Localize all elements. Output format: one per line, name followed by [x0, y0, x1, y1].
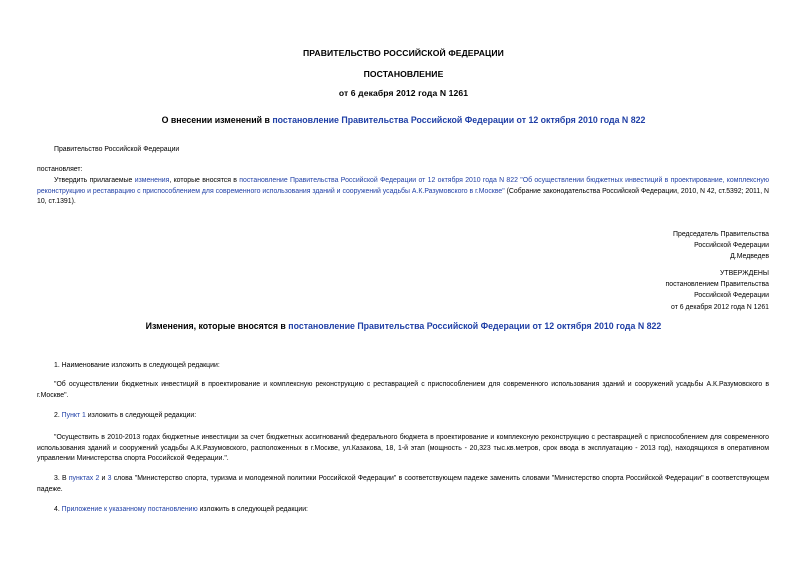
signature-position: Председатель Правительства	[673, 231, 769, 238]
item-3-prefix: 3. В	[54, 475, 69, 482]
resolution-822-link[interactable]: постановление Правительства Российской Федерации от 12 октября 2010 года N 822 "Об осуществлении бюджетных инвестиций в проектирование, комплексную реконструкцию и реставрацию с приспособлением для современного использования зданий и сооружений усадьбы А.К.Разумовского в г.Москве"	[37, 177, 770, 195]
changes-title-prefix: Изменения, которые вносятся в	[145, 321, 289, 331]
approved-block	[666, 268, 770, 313]
title-prefix: О внесении изменений в	[161, 115, 273, 125]
approved-date: от 6 декабря 2012 года N 1261	[671, 303, 769, 311]
item-2-prefix: 2.	[54, 412, 62, 419]
approve-text-3: (Собрание законодательства Российской Федерации, 2010, N 42, ст.5392; 2011, N 10, ст.1391).	[37, 187, 770, 206]
changes-title	[0, 321, 807, 331]
approved-by: постановлением Правительства	[665, 281, 769, 289]
preamble-resolves: постановляет:	[37, 166, 83, 173]
item-2-quote: "Осуществить в 2010-2013 годах бюджетные инвестиции за счет бюджетных ассигнований федерального бюджета в проектирование и комплексную реконструкцию с реставрацией с приспособлением для современного использования зданий и сооружений усадьбы А.К.Разумовского, расположенных в г.Москве, ул.Казакова, 18, 1-й этап (мощность - 20,323 тыс.кв.метров, срок ввода в эксплуатацию - 2013 год), находящихся в оперативном управлении Министерства спорта Российской Федерации.".	[37, 434, 769, 463]
signature-name: Д.Медведев	[730, 253, 769, 261]
item-1: 1. Наименование изложить в следующей редакции:	[54, 362, 220, 369]
preamble-government: Правительство Российской Федерации	[54, 146, 180, 153]
item-3-link-2[interactable]: 3	[107, 475, 112, 482]
approve-paragraph	[37, 176, 769, 208]
item-3-rest: слова "Министерство спорта, туризма и молодежной политики Российской Федерации" в соответствующем падеже заменить словами "Министерство спорта Российской Федерации" в соответствующем падеже.	[37, 475, 769, 493]
item-2-rest: изложить в следующей редакции:	[85, 412, 197, 419]
changes-title-link[interactable]: постановление Правительства Российской Федерации от 12 октября 2010 года N 822	[288, 321, 662, 331]
item-3-link-1[interactable]: пунктах 2	[68, 475, 100, 482]
item-2	[54, 411, 196, 422]
title-link[interactable]: постановление Правительства Российской Федерации от 12 октября 2010 года N 822	[272, 115, 646, 125]
item-3	[37, 474, 769, 495]
item-4-prefix: 4.	[54, 506, 62, 513]
item-4-rest: изложить в следующей редакции:	[197, 506, 308, 513]
signature-country: Российской Федерации	[694, 242, 769, 250]
signature-block	[673, 229, 769, 263]
document-date-number: от 6 декабря 2012 года N 1261	[338, 88, 469, 98]
item-4-link[interactable]: Приложение к указанному постановлению	[61, 506, 198, 513]
government-heading: ПРАВИТЕЛЬСТВО РОССИЙСКОЙ ФЕДЕРАЦИИ	[303, 48, 504, 58]
document-title	[0, 115, 807, 125]
item-3-and: и	[99, 475, 108, 482]
approve-text-2: , которые вносятся в	[169, 177, 240, 184]
approved-label: УТВЕРЖДЕНЫ	[720, 270, 769, 277]
document-type: ПОСТАНОВЛЕНИЕ	[363, 69, 444, 79]
item-1-quote: "Об осуществлении бюджетных инвестиций в проектирование и комплексную реконструкцию с реставрацией с приспособлением для современного использования зданий и сооружений усадьбы А.К.Разумовского в г.Москве".	[37, 381, 769, 399]
changes-link[interactable]: изменения	[134, 177, 170, 184]
approved-country: Российской Федерации	[694, 292, 769, 300]
item-4	[54, 505, 308, 516]
approve-text-1: Утвердить прилагаемые	[54, 177, 135, 184]
item-2-link[interactable]: Пункт 1	[61, 412, 86, 419]
